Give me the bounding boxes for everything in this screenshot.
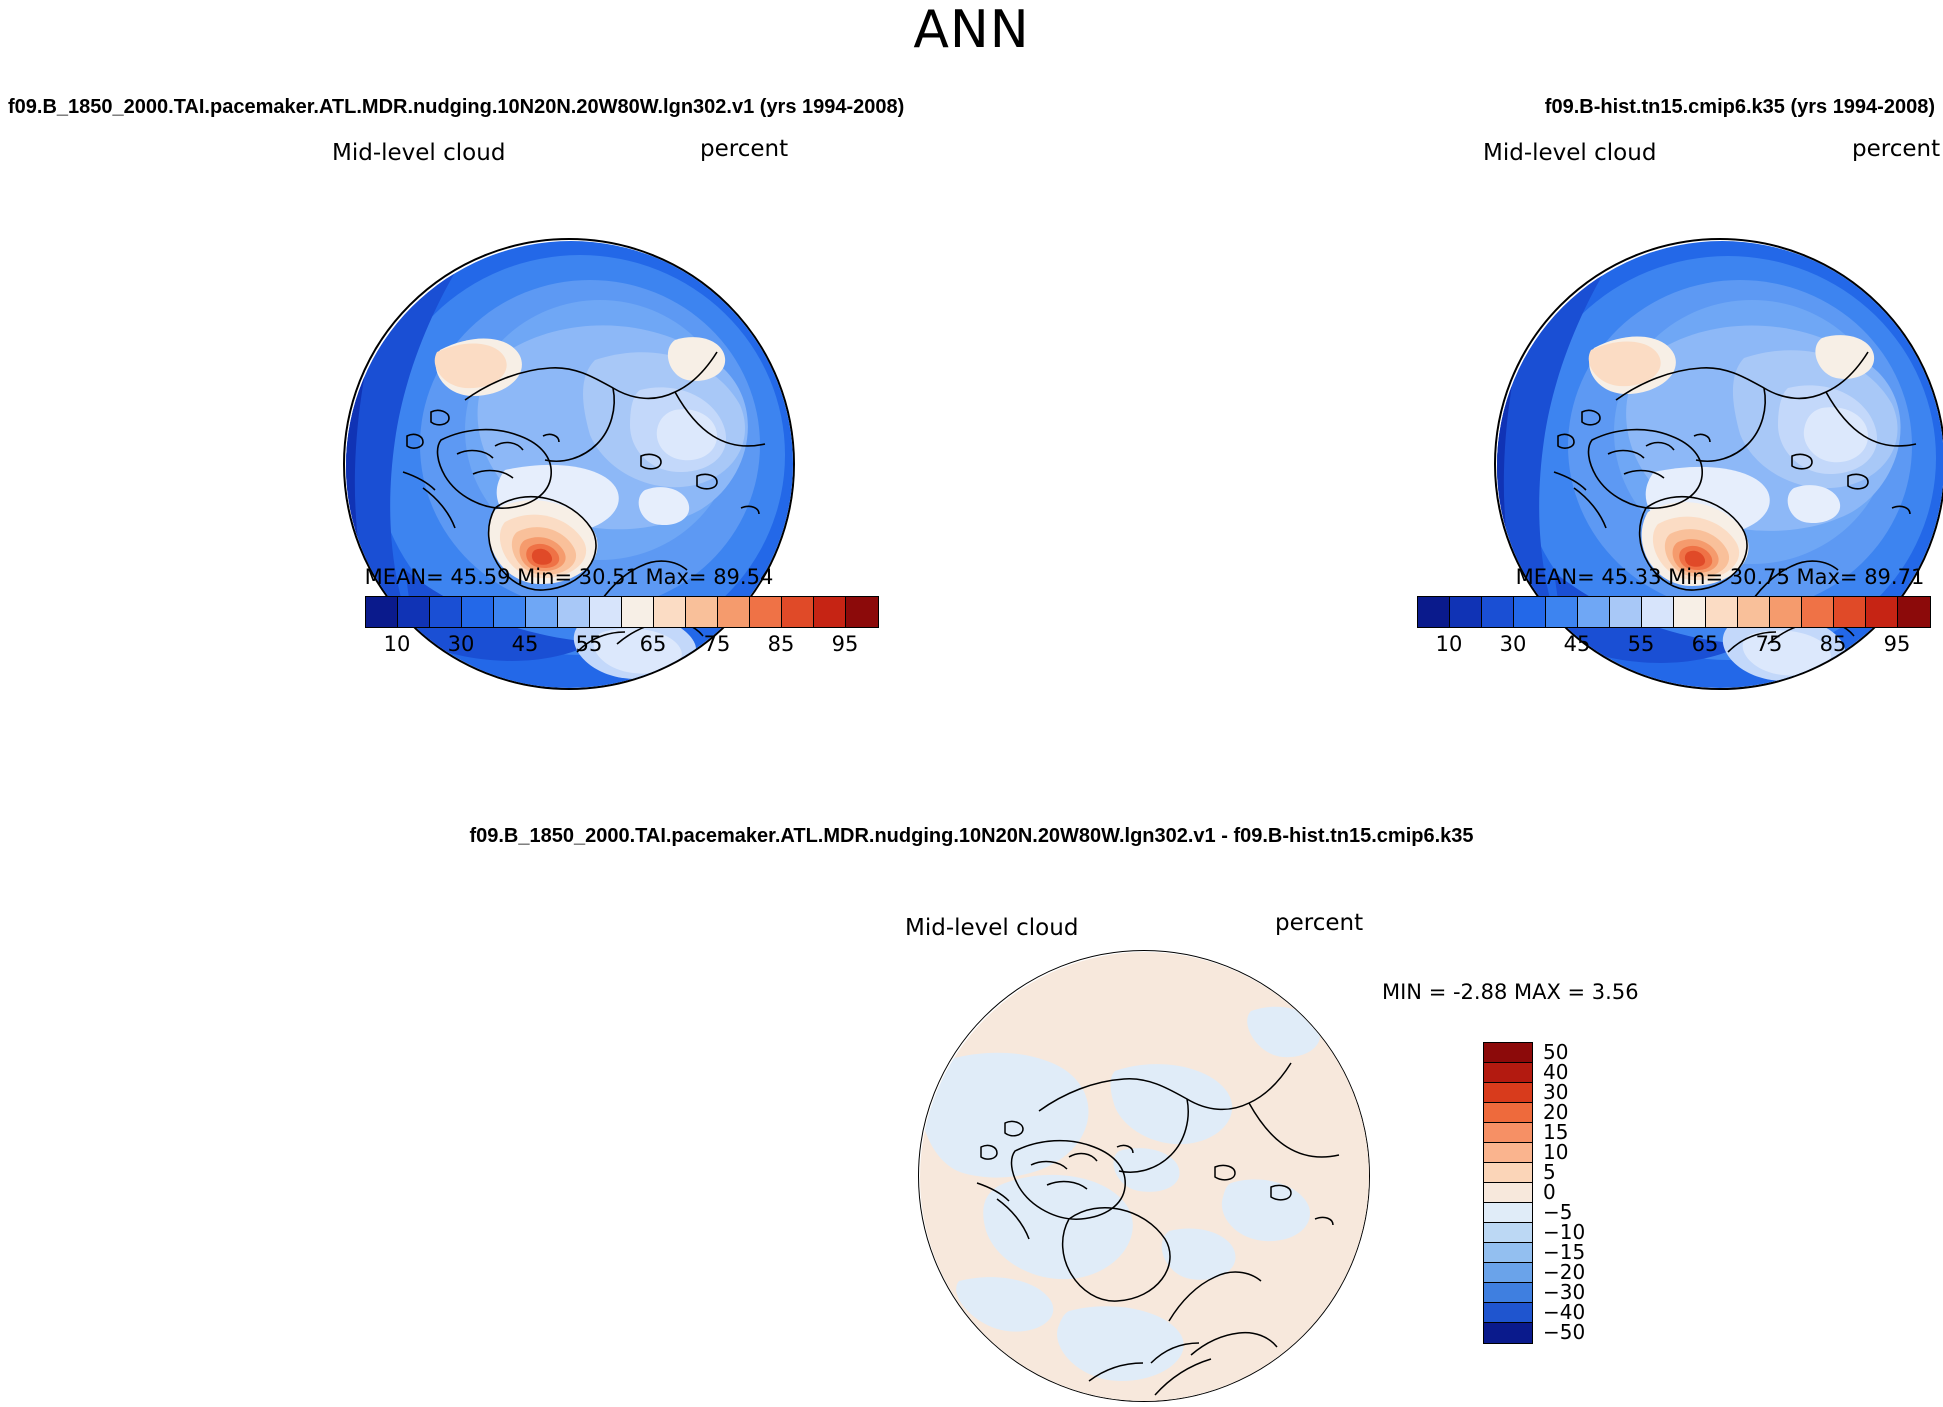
- colorbar-tick-label: 50: [1543, 1040, 1569, 1064]
- colorbar-cell: [1802, 597, 1834, 627]
- colorbar-cell: [1484, 1043, 1532, 1063]
- right-units-label: percent: [1852, 136, 1941, 162]
- colorbar-tick-label: 10: [1435, 632, 1463, 656]
- diff-panel-caption: f09.B_1850_2000.TAI.pacemaker.ATL.MDR.nudging.10N20N.20W80W.lgn302.v1 - f09.B-hist.tn15.cmip6.k35: [469, 825, 1474, 847]
- colorbar-tick-label: −15: [1543, 1240, 1586, 1264]
- colorbar-cell: [1610, 597, 1642, 627]
- colorbar-cell: [1738, 597, 1770, 627]
- colorbar-cell: [1866, 597, 1898, 627]
- left-stats: MEAN= 45.59 Min= 30.51 Max= 89.54: [364, 565, 774, 589]
- colorbar-cell: [1484, 1323, 1532, 1343]
- diff-stats: MIN = -2.88 MAX = 3.56: [1382, 980, 1639, 1004]
- colorbar-cell: [622, 597, 654, 627]
- left-colorbar-labels: [365, 632, 881, 660]
- colorbar-cell: [1418, 597, 1450, 627]
- left-colorbar: [365, 596, 879, 628]
- colorbar-cell: [1484, 1283, 1532, 1303]
- colorbar-tick-label: 30: [1499, 632, 1527, 656]
- colorbar-cell: [1484, 1163, 1532, 1183]
- colorbar-cell: [1482, 597, 1514, 627]
- colorbar-cell: [1484, 1303, 1532, 1323]
- right-stats: MEAN= 45.33 Min= 30.75 Max= 89.71: [1515, 565, 1925, 589]
- colorbar-cell: [430, 597, 462, 627]
- colorbar-cell: [1674, 597, 1706, 627]
- colorbar-tick-label: 10: [1543, 1140, 1569, 1164]
- colorbar-cell: [814, 597, 846, 627]
- colorbar-tick-label: −40: [1543, 1300, 1586, 1324]
- colorbar-tick-label: −10: [1543, 1220, 1586, 1244]
- colorbar-tick-label: 45: [1563, 632, 1591, 656]
- colorbar-cell: [1642, 597, 1674, 627]
- right-panel-caption: f09.B-hist.tn15.cmip6.k35 (yrs 1994-2008): [1544, 96, 1935, 118]
- colorbar-tick-label: 95: [831, 632, 859, 656]
- diff-colorbar: [1483, 1042, 1533, 1344]
- colorbar-tick-label: −50: [1543, 1320, 1586, 1344]
- colorbar-cell: [1484, 1203, 1532, 1223]
- colorbar-cell: [1484, 1123, 1532, 1143]
- colorbar-tick-label: −5: [1543, 1200, 1573, 1224]
- colorbar-tick-label: 40: [1543, 1060, 1569, 1084]
- diff-units-label: percent: [1275, 910, 1364, 936]
- colorbar-tick-label: 0: [1543, 1180, 1556, 1204]
- left-units-label: percent: [700, 136, 789, 162]
- colorbar-tick-label: 55: [575, 632, 603, 656]
- colorbar-tick-label: 10: [383, 632, 411, 656]
- colorbar-cell: [1514, 597, 1546, 627]
- colorbar-tick-label: 85: [1819, 632, 1847, 656]
- colorbar-cell: [590, 597, 622, 627]
- colorbar-tick-label: 75: [703, 632, 731, 656]
- colorbar-tick-label: 5: [1543, 1160, 1556, 1184]
- colorbar-cell: [846, 597, 878, 627]
- colorbar-tick-label: −20: [1543, 1260, 1586, 1284]
- colorbar-tick-label: 85: [767, 632, 795, 656]
- colorbar-cell: [1770, 597, 1802, 627]
- colorbar-cell: [686, 597, 718, 627]
- colorbar-cell: [1484, 1083, 1532, 1103]
- diff-globe: [918, 950, 1370, 1402]
- colorbar-cell: [1484, 1263, 1532, 1283]
- colorbar-cell: [1578, 597, 1610, 627]
- colorbar-cell: [654, 597, 686, 627]
- colorbar-cell: [494, 597, 526, 627]
- diff-colorbar-labels: [1543, 1042, 1633, 1362]
- colorbar-cell: [1546, 597, 1578, 627]
- colorbar-tick-label: 65: [639, 632, 667, 656]
- colorbar-cell: [526, 597, 558, 627]
- colorbar-cell: [1484, 1183, 1532, 1203]
- left-variable-label: Mid-level cloud: [332, 140, 506, 166]
- colorbar-cell: [1484, 1243, 1532, 1263]
- colorbar-cell: [1450, 597, 1482, 627]
- right-colorbar: [1417, 596, 1931, 628]
- colorbar-cell: [1484, 1103, 1532, 1123]
- colorbar-cell: [1484, 1143, 1532, 1163]
- colorbar-cell: [398, 597, 430, 627]
- colorbar-cell: [750, 597, 782, 627]
- colorbar-tick-label: 75: [1755, 632, 1783, 656]
- page-title: ANN: [913, 0, 1030, 60]
- colorbar-tick-label: 30: [447, 632, 475, 656]
- colorbar-cell: [1898, 597, 1930, 627]
- colorbar-cell: [1834, 597, 1866, 627]
- colorbar-tick-label: 30: [1543, 1080, 1569, 1104]
- left-panel-caption: f09.B_1850_2000.TAI.pacemaker.ATL.MDR.nudging.10N20N.20W80W.lgn302.v1 (yrs 1994-2008): [8, 96, 905, 118]
- colorbar-cell: [1484, 1223, 1532, 1243]
- colorbar-tick-label: −30: [1543, 1280, 1586, 1304]
- colorbar-tick-label: 65: [1691, 632, 1719, 656]
- colorbar-tick-label: 20: [1543, 1100, 1569, 1124]
- colorbar-tick-label: 55: [1627, 632, 1655, 656]
- right-variable-label: Mid-level cloud: [1483, 140, 1657, 166]
- colorbar-cell: [718, 597, 750, 627]
- colorbar-cell: [366, 597, 398, 627]
- colorbar-tick-label: 15: [1543, 1120, 1569, 1144]
- right-colorbar-labels: [1417, 632, 1933, 660]
- colorbar-cell: [558, 597, 590, 627]
- colorbar-cell: [462, 597, 494, 627]
- diff-globe-svg: [919, 951, 1370, 1402]
- colorbar-tick-label: 45: [511, 632, 539, 656]
- colorbar-cell: [1706, 597, 1738, 627]
- colorbar-cell: [1484, 1063, 1532, 1083]
- colorbar-cell: [782, 597, 814, 627]
- diff-variable-label: Mid-level cloud: [905, 915, 1079, 941]
- colorbar-tick-label: 95: [1883, 632, 1911, 656]
